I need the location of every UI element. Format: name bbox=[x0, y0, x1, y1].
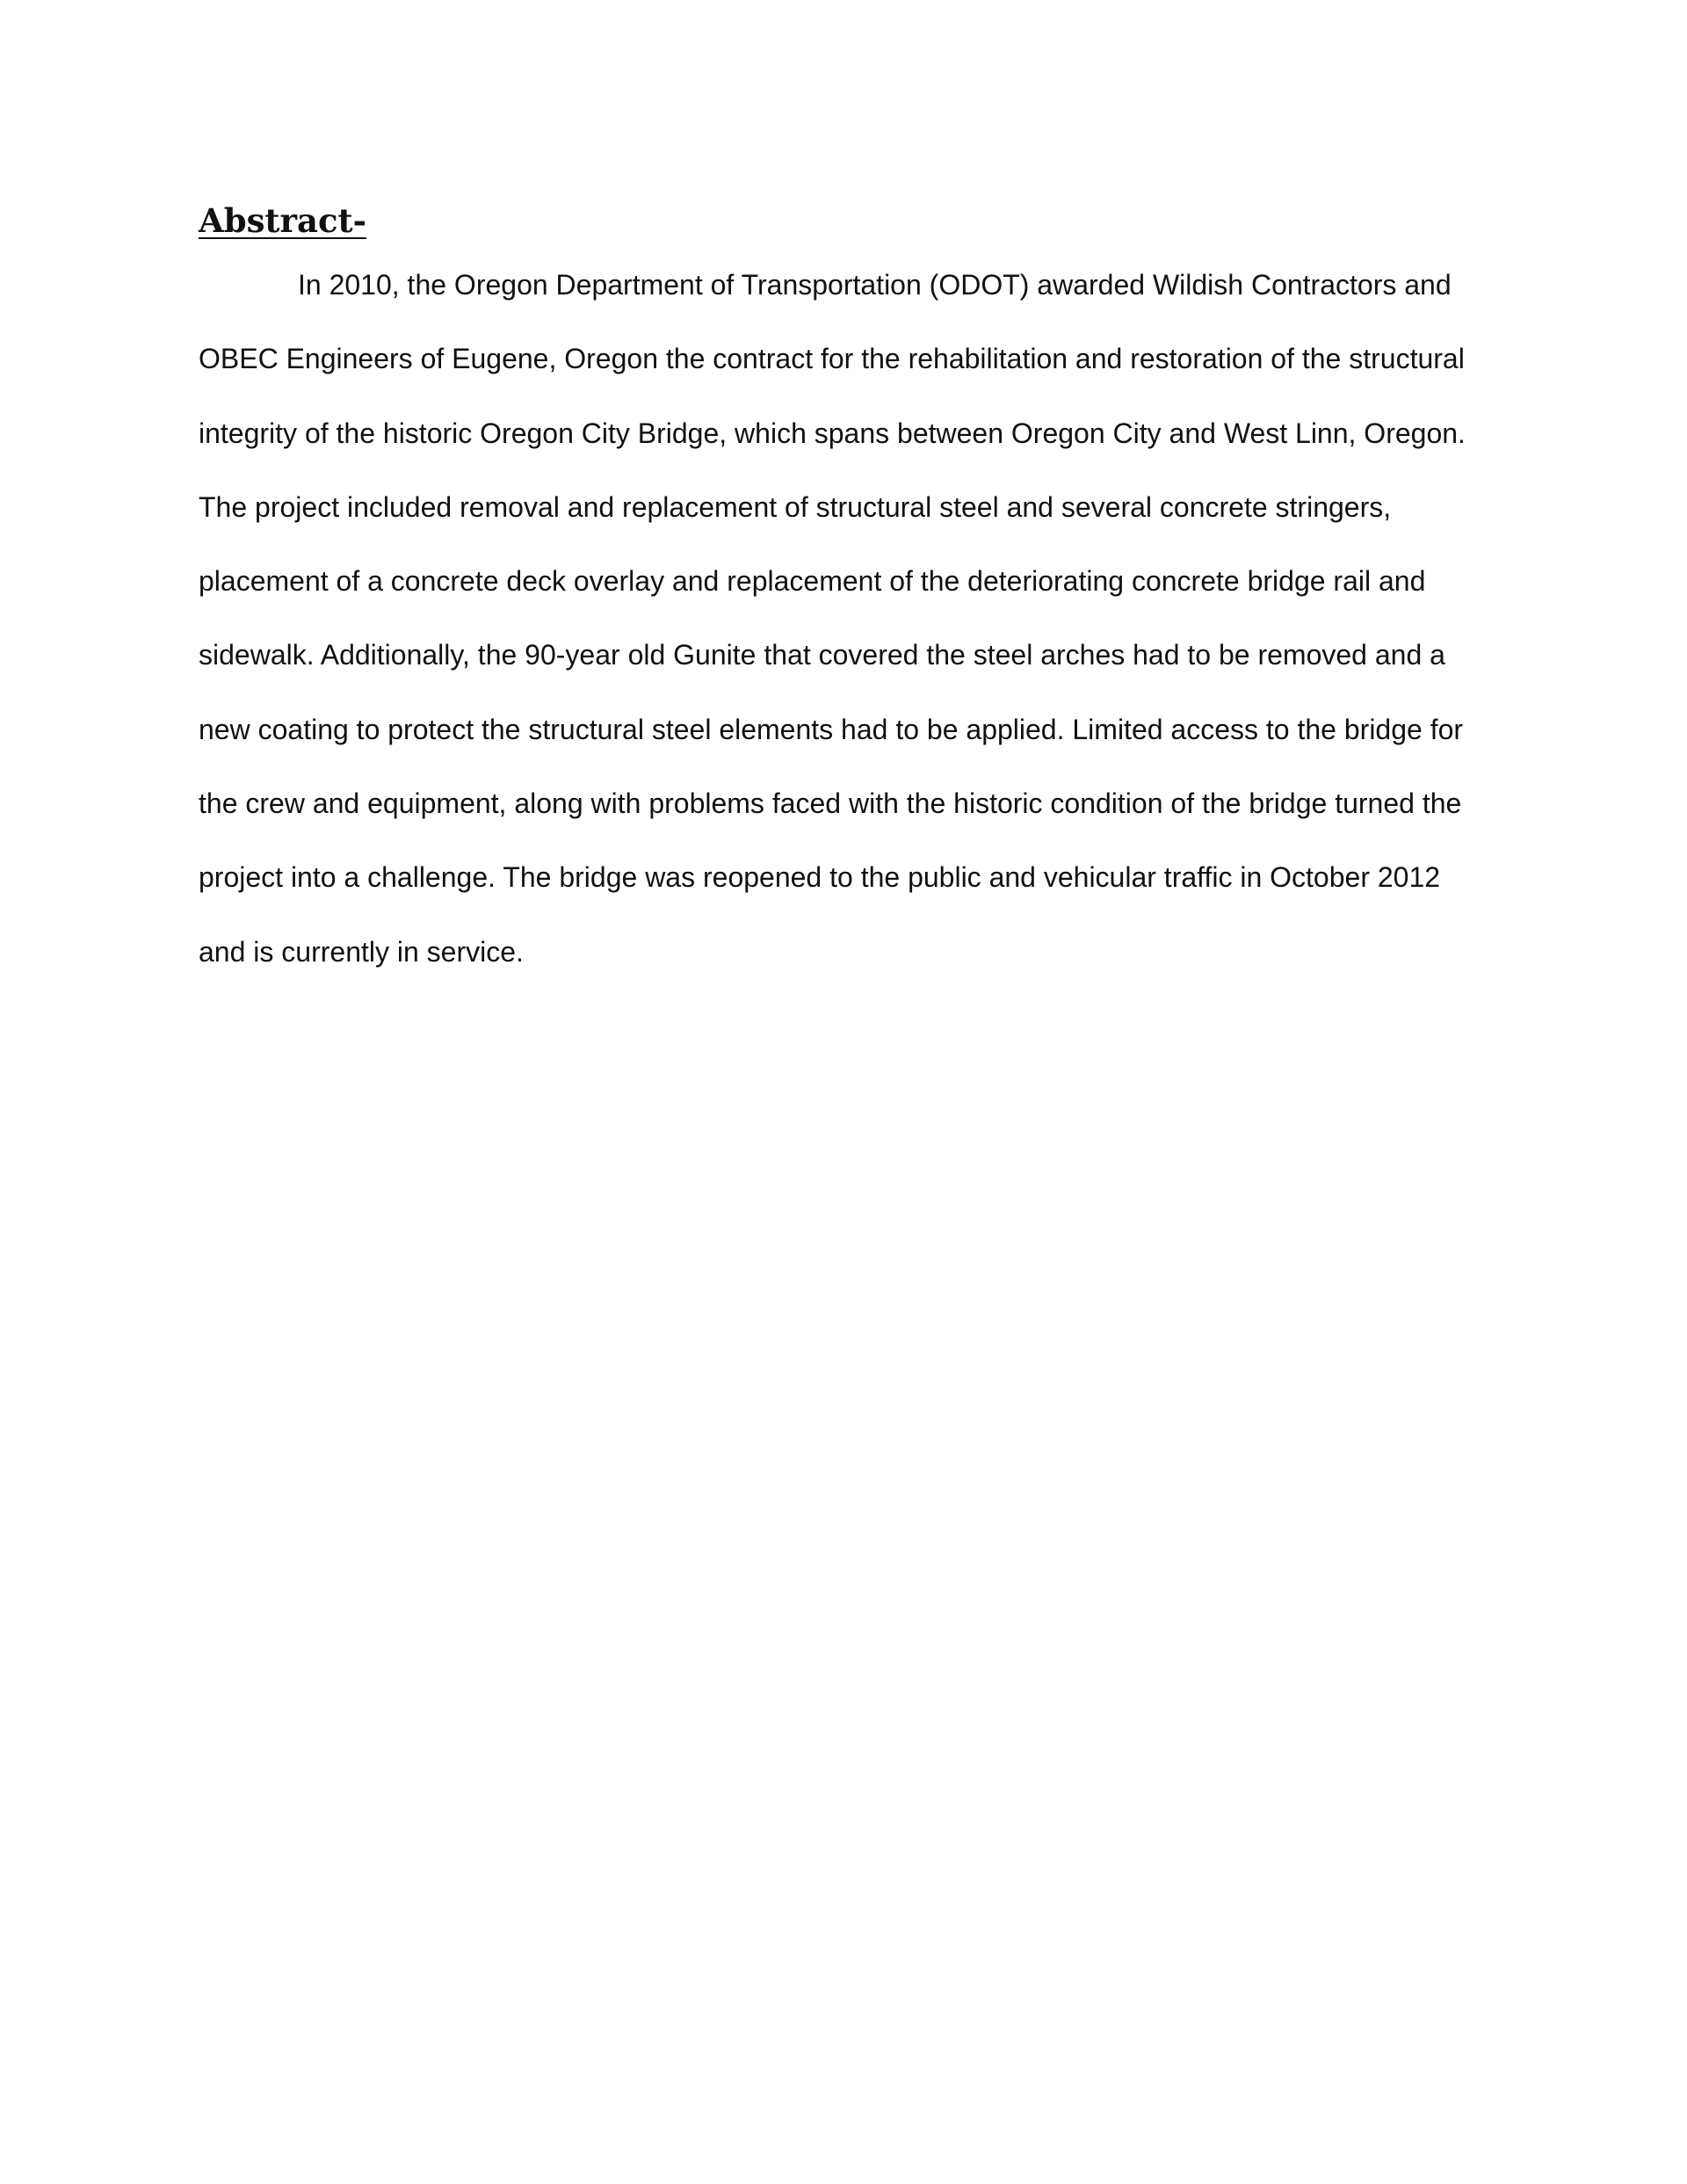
paragraph-line: integrity of the historic Oregon City Bridge, which spans between Oregon City and West Linn, Oregon. bbox=[199, 417, 1466, 449]
paragraph-line: the crew and equipment, along with problems faced with the historic condition of the bridge turned the bbox=[199, 787, 1462, 820]
paragraph-line: The project included removal and replacement of structural steel and several concrete stringers, bbox=[199, 490, 1392, 523]
paragraph-line: placement of a concrete deck overlay and replacement of the deteriorating concrete bridge rail and bbox=[199, 565, 1426, 598]
paragraph-line: OBEC Engineers of Eugene, Oregon the contract for the rehabilitation and restoration of the structural bbox=[199, 343, 1465, 375]
paragraph-line: In 2010, the Oregon Department of Transportation (ODOT) awarded Wildish Contractors and bbox=[298, 269, 1452, 301]
abstract-heading: Abstract- bbox=[199, 201, 366, 240]
paragraph-line: new coating to protect the structural steel elements had to be applied. Limited access to the bridge for bbox=[199, 713, 1464, 745]
paragraph-line: and is currently in service. bbox=[199, 935, 524, 968]
paragraph-line: project into a challenge. The bridge was reopened to the public and vehicular traffic in October 2012 bbox=[199, 861, 1441, 894]
paragraph-line: sidewalk. Additionally, the 90-year old Gunite that covered the steel arches had to be removed and a bbox=[199, 639, 1445, 671]
abstract-paragraph bbox=[199, 260, 1525, 1001]
